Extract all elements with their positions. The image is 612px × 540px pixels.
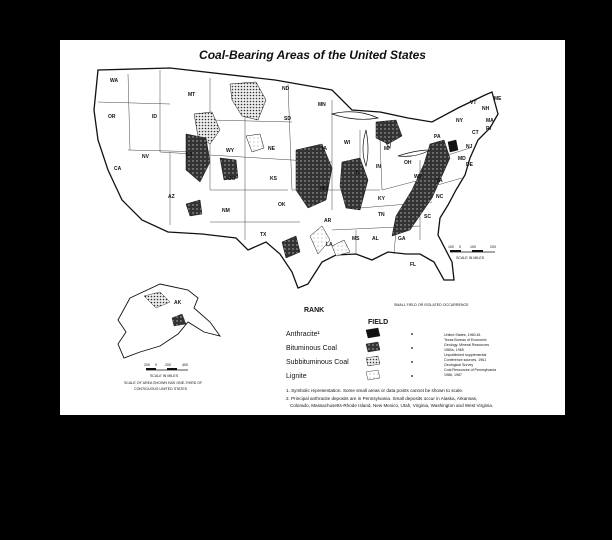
state-label: NJ	[466, 144, 473, 150]
source-line: 1960s, 1965	[444, 348, 464, 352]
state-label: AR	[324, 218, 332, 224]
source-line: Geology, Mineral Resources	[444, 343, 490, 347]
state-label: VA	[436, 178, 443, 184]
state-label: IA	[322, 146, 327, 152]
state-label: MS	[352, 236, 360, 242]
state-label: ME	[494, 96, 502, 102]
state-label: NV	[142, 154, 149, 160]
state-label: CA	[114, 166, 122, 172]
legend-item-label: Subbituminous Coal	[286, 359, 349, 366]
source-line: Conference sources, 1961	[444, 358, 487, 362]
footnotes	[286, 388, 493, 408]
state-label: MT	[188, 92, 196, 98]
state-label: KS	[270, 176, 277, 182]
scale-tick: 100	[448, 245, 454, 249]
state-label: ID	[152, 114, 157, 120]
state-label: NM	[222, 208, 230, 214]
state-label: OK	[278, 202, 286, 208]
state-label: TN	[378, 212, 385, 218]
scale-label: SCALE IN MILES	[456, 256, 485, 260]
state-label: KY	[378, 196, 385, 202]
scale-tick: 0	[459, 245, 461, 249]
scale-note: CONTIGUOUS UNITED STATES	[134, 387, 188, 391]
state-label: VT	[470, 100, 477, 106]
state-label: PA	[434, 134, 441, 140]
state-label: FL	[410, 262, 417, 268]
state-label: SC	[424, 214, 431, 220]
state-label: OH	[404, 160, 412, 166]
legend	[286, 303, 469, 380]
state-label: ND	[282, 86, 290, 92]
state-label: OR	[108, 114, 116, 120]
state-label: CO	[228, 176, 236, 182]
state-label: TX	[260, 232, 267, 238]
scale-tick: 400	[182, 363, 188, 367]
state-label: AZ	[168, 194, 175, 200]
source-line: Coal Resources of Pennsylvania	[444, 368, 496, 372]
state-label: SD	[284, 116, 291, 122]
source-line: Geological Survey	[444, 363, 474, 367]
source-notes	[444, 333, 496, 377]
legend-rank-header: RANK	[304, 307, 325, 314]
scale-note: SCALE OF AREA SHOWN HAS ONE-THIRD OF	[124, 381, 203, 385]
state-label: AK	[174, 300, 182, 306]
state-label: LA	[326, 242, 333, 248]
state-label: MN	[318, 102, 326, 108]
source-line: Texas Bureau of Economic	[444, 338, 487, 342]
state-label: WI	[344, 140, 351, 146]
footnote: 2. Principal anthracite deposits are in Pennsylvania. Small deposits occur in Alaska, Arkansas,	[286, 396, 478, 401]
alaska-inset	[118, 284, 220, 391]
state-label: WA	[110, 78, 119, 84]
state-label: UT	[186, 152, 193, 158]
legend-item-label: Anthracite¹	[286, 331, 320, 338]
footnote: 1. Symbolic representation. Some small areas or data points cannot be shown to scale.	[286, 388, 464, 393]
footnote: Colorado, Massachusetts-Rhode Island, New Mexico, Utah, Virginia, Washington and West Virginia.	[290, 403, 494, 408]
source-line: Unpublished supplemental	[444, 353, 487, 357]
scale-tick: 200	[144, 363, 150, 367]
state-label: WV	[414, 174, 423, 180]
state-label: WY	[226, 148, 235, 154]
state-label: NE	[268, 146, 275, 152]
state-label: IN	[376, 164, 381, 170]
state-label: MA	[486, 118, 494, 124]
main-scale-bar	[448, 245, 496, 260]
state-label: MD	[458, 156, 466, 162]
map-title: Coal-Bearing Areas of the United States	[199, 48, 426, 62]
state-label: MI	[384, 146, 390, 152]
scale-tick: 200	[165, 363, 171, 367]
scale-label: SCALE IN MILES	[150, 374, 179, 378]
legend-field-header: FIELD	[368, 319, 389, 326]
scale-tick: 100	[470, 245, 476, 249]
scale-tick: 0	[155, 363, 157, 367]
map-figure	[60, 40, 565, 415]
state-label: NH	[482, 106, 490, 112]
source-line: United States, 1960-61	[444, 333, 481, 337]
legend-small-field-header: SMALL FIELD OR ISOLATED OCCURRENCE	[394, 303, 469, 307]
legend-item-label: Bituminous Coal	[286, 345, 337, 352]
map-svg	[60, 40, 565, 415]
state-label: NC	[436, 194, 444, 200]
state-label: GA	[398, 236, 406, 242]
legend-item-label: Lignite	[286, 373, 307, 380]
state-label: NY	[456, 118, 463, 124]
state-label: MO	[320, 186, 329, 192]
state-label: IL	[356, 170, 361, 176]
scale-tick: 200	[490, 245, 496, 249]
state-label: CT	[472, 130, 479, 136]
state-label: RI	[486, 126, 491, 132]
source-line: 1986, 1987	[444, 373, 462, 377]
state-label: AL	[372, 236, 379, 242]
state-label: DE	[466, 162, 473, 168]
